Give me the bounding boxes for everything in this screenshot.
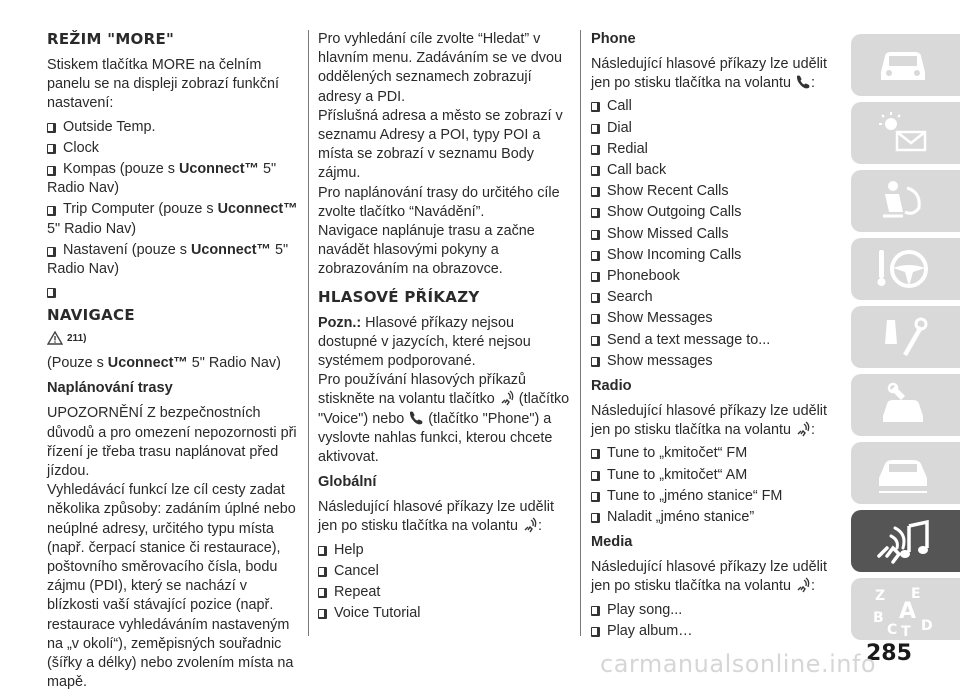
list-item-text: 5" Radio Nav) <box>47 241 289 278</box>
heading-more-mode: REŽIM "MORE" <box>47 30 175 48</box>
heading-radio: Radio <box>591 378 632 395</box>
voice-button-icon <box>522 517 538 533</box>
list-item-text: Naladit „jméno stanice” <box>607 509 755 526</box>
list-item <box>591 444 843 463</box>
list-item-text: Cancel <box>334 562 379 579</box>
voice-button-icon <box>499 390 515 406</box>
planning-paragraph: Vyhledávácí funkcí lze cíl cesty zadat několika způsoby: zadáním úplné nebo neúplné adresy, určitého typu místa (např. čerpací stanice či restaurace), poštovního směrovacího čísla, bodu zájmu (PDI), který se nachází v blízkosti vaší stávající pozice (např. restaurace vyhledáváním nastaveným na „v okolí“), zeměpisných souřadnic (šířky a délky) nebo zvolením místa na mapě. <box>47 482 296 691</box>
colon: : <box>811 578 815 595</box>
list-item-text: Play song... <box>607 601 683 618</box>
tab-servicing[interactable] <box>851 374 960 436</box>
list-item-brand: Uconnect™ <box>217 201 298 218</box>
address-paragraph: Příslušná adresa a město se zobrazí v seznamu Adresy a POI, typy POI a místa se zobrazí v seznamu Body zájmu. <box>318 107 563 182</box>
phone-intro <box>591 55 843 93</box>
list-item <box>591 119 843 138</box>
route-paragraph: Pro naplánování trasy do určitého cíle zvolte tlačítko “Navádění”. <box>318 184 560 220</box>
tab-warning-lights[interactable] <box>851 102 960 164</box>
list-item-text: Show Recent Calls <box>607 183 729 200</box>
note-label: Pozn.: <box>318 314 362 331</box>
page-number: 285 <box>866 641 912 666</box>
intro-text: Následující hlasové příkazy lze udělit jen po stisku tlačítka na volantu <box>591 56 827 92</box>
colon: : <box>811 75 815 92</box>
nav-note-brand: Uconnect™ <box>107 355 188 372</box>
index-letter: C <box>887 622 898 636</box>
list-item-text: Repeat <box>334 584 381 601</box>
index-letter: Z <box>875 588 886 604</box>
more-intro: Stiskem tlačítka MORE na čelním panelu se na displeji zobrazí funkční nastavení: <box>47 57 279 112</box>
heading-navigation: NAVIGACE <box>47 306 135 325</box>
list-item <box>591 225 843 244</box>
list-item-text: Outside Temp. <box>63 118 156 135</box>
list-item-text: Kompas (pouze s <box>47 161 179 177</box>
column-divider <box>308 30 309 636</box>
list-item-text: Show Messages <box>607 310 713 327</box>
chapter-tabs <box>851 34 960 646</box>
intro-text: Následující hlasové příkazy lze udělit jen po stisku tlačítka na volantu <box>591 559 827 595</box>
safety-airbag-icon <box>873 178 933 224</box>
column-middle <box>318 30 570 625</box>
list-item <box>591 267 843 286</box>
list-item <box>318 604 570 623</box>
list-item-text: Clock <box>63 139 99 156</box>
list-item-text: Show messages <box>607 352 713 369</box>
warning-reference <box>47 328 299 348</box>
list-item-text: 5" Radio Nav) <box>47 220 137 237</box>
steering-wheel-icon <box>873 246 933 292</box>
radio-intro <box>591 402 843 440</box>
heading-global: Globální <box>318 474 377 491</box>
empty-list-item <box>47 283 299 302</box>
usage-text: (tlačítko "Phone") a vyslovte nahlas funkci, kterou chcete aktivovat. <box>318 410 553 466</box>
tab-technical-data[interactable] <box>851 442 960 504</box>
tab-index[interactable] <box>851 578 960 640</box>
heading-voice-commands: HLASOVÉ PŘÍKAZY <box>318 287 480 306</box>
tab-multimedia[interactable] <box>851 510 960 572</box>
media-intro <box>591 558 843 596</box>
list-item-text: Show Missed Calls <box>607 225 729 242</box>
list-item-text: Search <box>607 289 653 306</box>
list-item <box>591 331 843 350</box>
list-item-text: Dial <box>607 119 632 136</box>
list-item-text: Tune to „kmitočet“ AM <box>607 466 748 483</box>
list-item <box>47 139 299 158</box>
voice-usage-paragraph <box>318 371 570 467</box>
index-letter: B <box>873 610 884 626</box>
voice-note <box>318 314 570 372</box>
list-item-text: Help <box>334 541 364 558</box>
list-item <box>591 203 843 222</box>
heading-phone: Phone <box>591 31 636 47</box>
voice-button-icon <box>795 577 811 593</box>
wrench-car-icon <box>873 382 933 428</box>
index-letter: D <box>921 618 933 634</box>
list-item-text: Call <box>607 98 632 115</box>
list-item-text: Show Incoming Calls <box>607 246 742 263</box>
list-item <box>591 622 843 641</box>
list-item <box>591 508 843 527</box>
list-item-text: Show Outgoing Calls <box>607 204 742 221</box>
car-specs-icon <box>873 450 933 496</box>
list-item <box>591 487 843 506</box>
usage-text: Pro používání hlasových příkazů stiskněte na volantu tlačítko <box>318 372 526 408</box>
column-divider <box>580 30 581 636</box>
list-item-text: Phonebook <box>607 268 680 285</box>
tools-icon <box>873 314 933 360</box>
navigation-note <box>47 354 299 373</box>
colon: : <box>811 422 815 439</box>
list-item <box>591 288 843 307</box>
watermark: carmanualsonline.info <box>600 650 877 678</box>
list-item-text: Tune to „kmitočet“ FM <box>607 445 748 462</box>
list-item <box>591 246 843 265</box>
list-item <box>591 182 843 201</box>
warning-number: 211) <box>67 332 87 344</box>
list-item-text: Trip Computer (pouze s <box>47 201 218 217</box>
warning-lights-icon <box>873 110 933 156</box>
list-item-text: 5" Radio Nav) <box>47 161 277 197</box>
phone-button-icon <box>795 74 811 90</box>
guidance-paragraph: Navigace naplánuje trasu a začne navádět hlasovými pokyny a zobrazováním na obrazovce. <box>318 223 535 278</box>
voice-button-icon <box>795 421 811 437</box>
intro-text: Následující hlasové příkazy lze udělit jen po stisku tlačítka na volantu <box>591 403 827 439</box>
list-item <box>47 200 299 238</box>
media-commands-list <box>591 601 843 641</box>
colon: : <box>538 518 542 535</box>
list-item-text: Redial <box>607 140 648 157</box>
warning-triangle-icon <box>47 331 63 345</box>
list-item <box>591 601 843 620</box>
phone-commands-list <box>591 97 843 371</box>
index-letter: T <box>901 624 911 636</box>
heading-media: Media <box>591 534 633 551</box>
radio-commands-list <box>591 444 843 527</box>
usage-text: (tlačítko "Voice") nebo <box>318 391 570 427</box>
tab-safety[interactable] <box>851 170 960 232</box>
column-right <box>591 30 843 643</box>
car-icon <box>873 42 933 88</box>
list-item <box>591 161 843 180</box>
list-item <box>47 160 299 198</box>
nav-note-text: 5" Radio Nav) <box>187 355 281 372</box>
index-letter: A <box>899 599 917 624</box>
index-letters-icon <box>873 586 943 636</box>
list-item-text: Nastavení (pouze s <box>47 242 191 258</box>
nav-note-text: (Pouze s <box>47 355 108 372</box>
list-item <box>591 466 843 485</box>
search-paragraph: Pro vyhledání cíle zvolte “Hledat” v hlavním menu. Zadáváním se ve dvou oddělených seznamech zobrazují adresy a PDI. <box>318 31 562 105</box>
multimedia-icon <box>873 518 935 566</box>
list-item-text: Call back <box>607 162 667 179</box>
list-item-text: Send a text message to... <box>607 331 771 348</box>
list-item <box>318 541 570 560</box>
column-left <box>47 30 299 696</box>
intro-text: Následující hlasové příkazy lze udělit jen po stisku tlačítka na volantu <box>318 499 554 535</box>
list-item-brand: Uconnect™ <box>178 161 259 178</box>
note-text: Hlasové příkazy nejsou dostupné v jazycích, které nejsou systémem podporované. <box>318 314 531 370</box>
list-item <box>47 241 299 279</box>
list-item <box>318 562 570 581</box>
list-item <box>591 97 843 116</box>
list-item-text: Tune to „jméno stanice“ FM <box>607 487 783 504</box>
index-letter: E <box>911 586 921 602</box>
heading-route-planning: Naplánování trasy <box>47 380 173 397</box>
list-item <box>591 309 843 328</box>
list-item-text: Play album… <box>607 622 693 639</box>
list-item <box>591 140 843 159</box>
list-item <box>318 583 570 602</box>
planning-paragraph: UPOZORNĚNÍ Z bezpečnostních důvodů a pro omezení nepozornosti při řízení je třeba trasu naplánovat před jízdou. <box>47 405 297 480</box>
phone-button-icon <box>408 410 424 426</box>
list-item <box>591 352 843 371</box>
list-item-text: Voice Tutorial <box>334 605 421 622</box>
tab-car[interactable] <box>851 34 960 96</box>
tab-driving[interactable] <box>851 238 960 300</box>
global-intro <box>318 498 570 536</box>
list-item <box>47 118 299 137</box>
list-item-brand: Uconnect™ <box>190 241 271 258</box>
tab-emergency[interactable] <box>851 306 960 368</box>
